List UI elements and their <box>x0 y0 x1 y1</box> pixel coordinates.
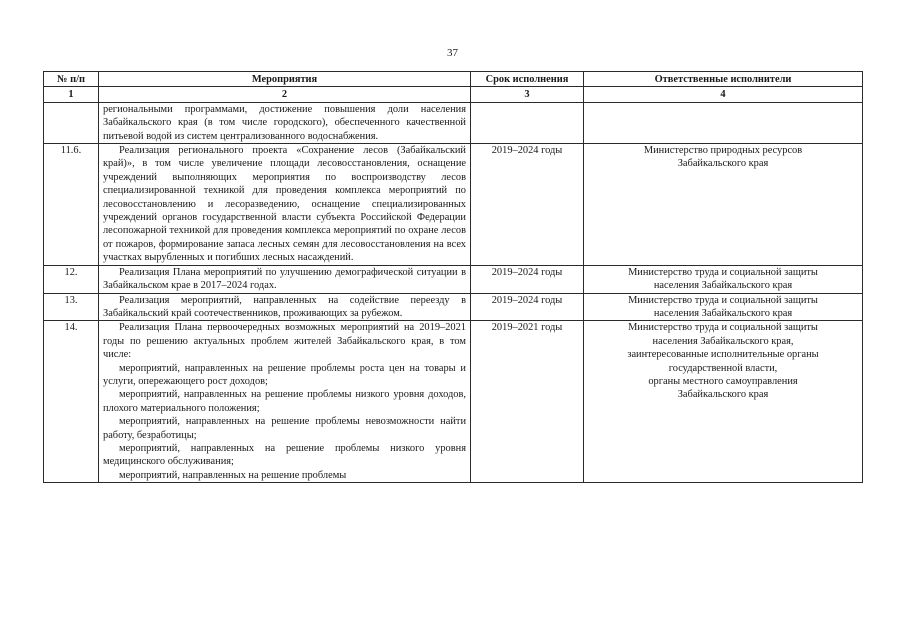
row-term: 2019–2024 годы <box>471 144 584 266</box>
row-activity <box>99 144 471 266</box>
row-activity <box>99 321 471 483</box>
responsible-line: государственной власти, <box>668 362 778 374</box>
page-number: 37 <box>447 47 458 59</box>
row-term: 2019–2024 годы <box>471 265 584 293</box>
header-term: Срок исполнения <box>471 72 584 87</box>
header-activities: Мероприятия <box>99 72 471 87</box>
row-number: 12. <box>44 265 99 293</box>
responsible-line: Забайкальского края <box>677 389 769 401</box>
activity-paragraph: региональными программами, достижение повышения доли населения Забайкальского края (в том числе городского), обеспеченного качественной питьевой водой из систем централизованного водоснабжения. <box>103 103 466 142</box>
header-number-4: 4 <box>584 87 863 102</box>
responsible-line: населения Забайкальского края <box>653 307 793 319</box>
activity-paragraph: Реализация регионального проекта «Сохранение лесов (Забайкальский край)», в том числе увеличение площади лесовосстановления, оснащение учреждений выполняющих мероприятия по воспроизводству лесов специализированной техникой для проведения комплекса мероприятий по лесовосстановлению и лесоразведению, оснащение специализированных учреждений органов государственной власти субъекта Российской Федерации лесопожарной техникой для проведения комплекса мероприятий по охране лесов от пожаров, формирование запаса лесных семян для лесовосстановления на всех участках вырубленных и погибших лесных насаждений. <box>103 145 466 264</box>
responsible-line: Министерство труда и социальной защиты <box>628 294 818 306</box>
row-term: 2019–2024 годы <box>471 293 584 321</box>
row-responsible <box>584 321 863 483</box>
header-number-1: 1 <box>44 87 99 102</box>
table-row <box>44 321 863 483</box>
responsible-line: заинтересованные исполнительные органы <box>627 349 819 361</box>
row-activity <box>99 102 471 143</box>
table-body <box>44 102 863 482</box>
header-responsible: Ответственные исполнители <box>584 72 863 87</box>
row-term: 2019–2021 годы <box>471 321 584 483</box>
row-responsible <box>584 102 863 143</box>
table-row <box>44 293 863 321</box>
activity-paragraph: Реализация Плана мероприятий по улучшению демографической ситуации в Забайкальском крае в 2017–2024 годах. <box>103 266 466 292</box>
row-activity <box>99 265 471 293</box>
row-responsible <box>584 144 863 266</box>
row-term <box>471 102 584 143</box>
activity-paragraph: мероприятий, направленных на решение проблемы невозможности найти работу, безработицы; <box>103 416 466 441</box>
activity-paragraph: мероприятий, направленных на решение проблемы низкого уровня доходов, плохого материального положения; <box>103 389 466 414</box>
responsible-line: Министерство труда и социальной защиты <box>628 266 818 278</box>
row-number: 13. <box>44 293 99 321</box>
row-number: 11.6. <box>44 144 99 266</box>
responsible-line: органы местного самоуправления <box>648 375 798 387</box>
responsible-line: Забайкальского края <box>677 158 769 170</box>
responsible-line: Министерство труда и социальной защиты <box>628 322 818 334</box>
table-row <box>44 102 863 143</box>
responsible-line: населения Забайкальского края <box>653 280 793 292</box>
row-activity <box>99 293 471 321</box>
header-number-2: 2 <box>99 87 471 102</box>
activity-paragraph: мероприятий, направленных на решение проблемы роста цен на товары и услуги, опережающего рост доходов; <box>103 362 466 387</box>
row-number: 14. <box>44 321 99 483</box>
row-responsible <box>584 293 863 321</box>
header-num: № п/п <box>44 72 99 87</box>
activity-paragraph: мероприятий, направленных на решение проблемы <box>119 469 347 481</box>
activities-table <box>43 71 863 483</box>
table-row <box>44 265 863 293</box>
table-header-numbers-row <box>44 87 863 102</box>
activity-paragraph: Реализация Плана первоочередных возможных мероприятий на 2019–2021 годы по решению актуальных проблем жителей Забайкальского края, в том числе: <box>103 322 466 361</box>
activity-paragraph: Реализация мероприятий, направленных на содействие переезду в Забайкальский край соотечественников, проживающих за рубежом. <box>103 294 466 319</box>
table-header-row <box>44 72 863 87</box>
responsible-line: населения Забайкальского края, <box>652 335 794 347</box>
activity-paragraph: мероприятий, направленных на решение проблемы низкого уровня медицинского обслуживания; <box>103 442 466 468</box>
row-number <box>44 102 99 143</box>
row-responsible <box>584 265 863 293</box>
table-row <box>44 144 863 266</box>
responsible-line: Министерство природных ресурсов <box>643 145 803 157</box>
header-number-3: 3 <box>471 87 584 102</box>
